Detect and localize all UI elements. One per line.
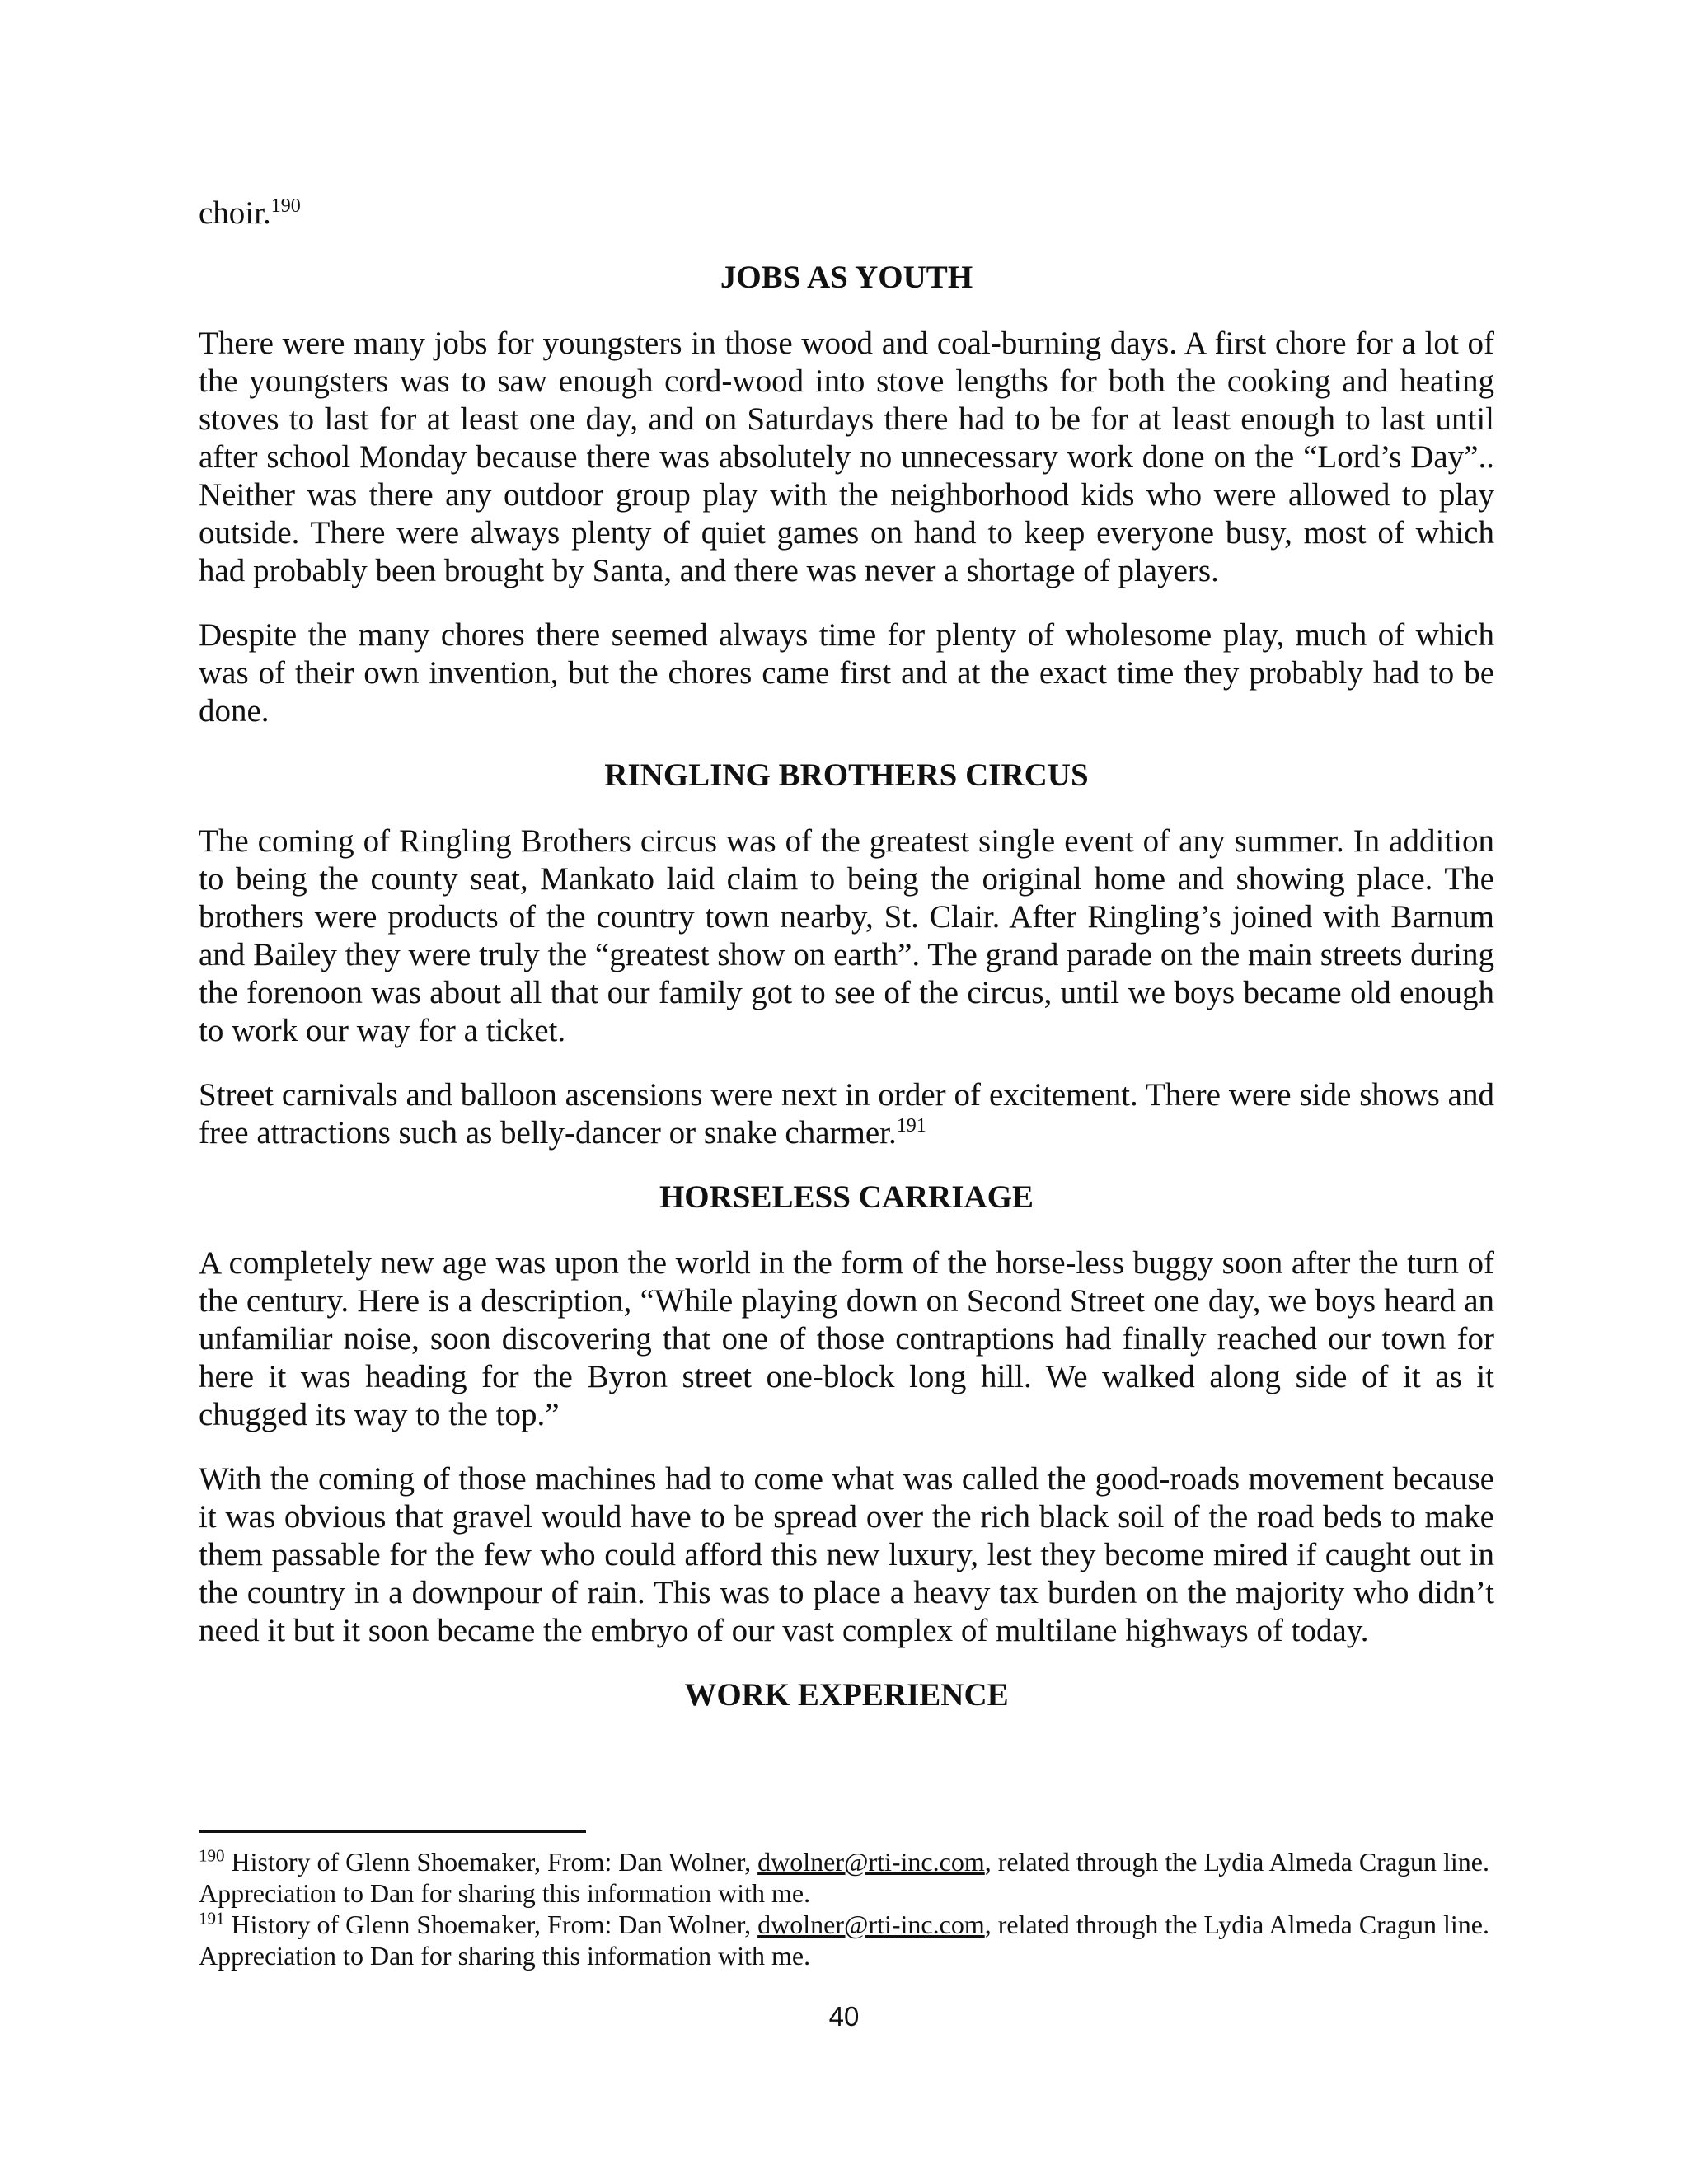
footnote-ref-191[interactable]: 191 [896, 1115, 926, 1137]
opening-text: choir. [199, 195, 271, 231]
main-text [199, 194, 1494, 1742]
paragraph-jobs-2: Despite the many chores there seemed always time for plenty of wholesome play, much of which was of their own invention, but the chores came first and at the exact time they probably had to be done. [199, 617, 1494, 729]
heading-ringling-brothers-circus: RINGLING BROTHERS CIRCUS [604, 757, 1089, 793]
footnote-190 [199, 1846, 1494, 1909]
footnote-number: 190 [199, 1845, 225, 1866]
footnote-191 [199, 1909, 1494, 1971]
footnote-email-link[interactable]: dwolner@rti-inc.com [757, 1910, 985, 1939]
paragraph-carriage-2: With the coming of those machines had to come what was called the good-roads movement because it was obvious that gravel would have to be spread over the rich black soil of the road beds to make them passable for the few who could afford this new luxury, lest they become mired if caught out in the country in a downpour of rain. This was to place a heavy tax burden on the majority who didn’t need it but it soon became the embryo of our vast complex of multilane highways of today. [199, 1461, 1494, 1648]
footnote-email-link[interactable]: dwolner@rti-inc.com [757, 1847, 985, 1877]
heading-horseless-carriage: HORSELESS CARRIAGE [659, 1179, 1034, 1215]
footnote-text: History of Glenn Shoemaker, From: Dan Wolner, [224, 1910, 758, 1939]
heading-jobs-as-youth: JOBS AS YOUTH [720, 260, 973, 295]
paragraph-carriage-1: A completely new age was upon the world in the form of the horse-less buggy soon after the turn of the century. Here is a description, “While playing down on Second Street one day, we boys heard an unfamiliar noise, soon discovering that one of those contraptions had finally reached our town for here it was heading for the Byron street one-block long hill. We walked along side of it as it chugged its way to the top.” [199, 1245, 1494, 1432]
footnote-text: , related through the Lydia Almeda Cragun line. Appreciation to Dan for sharing this information with me. [199, 1847, 1489, 1908]
footnote-ref-190[interactable]: 190 [270, 195, 301, 217]
opening-line [199, 194, 1494, 232]
footnote-divider [199, 1830, 586, 1833]
paragraph-circus-1: The coming of Ringling Brothers circus was of the greatest single event of any summer. In addition to being the county seat, Mankato laid claim to being the original home and showing place. The brothers were products of the country town nearby, St. Clair. After Ringling’s joined with Barnum and Bailey they were truly the “greatest show on earth”. The grand parade on the main streets during the forenoon was about all that our family got to see of the circus, until we boys became old enough to work our way for a ticket. [199, 823, 1494, 1048]
footnote-text: History of Glenn Shoemaker, From: Dan Wolner, [224, 1847, 758, 1877]
heading-work-experience: WORK EXPERIENCE [684, 1677, 1009, 1713]
paragraph-circus-2-text: Street carnivals and balloon ascensions were next in order of excitement. There were side shows and free attractions such as belly-dancer or snake charmer. [199, 1077, 1494, 1151]
page-number: 40 [828, 2001, 860, 2032]
paragraph-jobs-1: There were many jobs for youngsters in those wood and coal-burning days. A first chore for a lot of the youngsters was to saw enough cord-wood into stove lengths for both the cooking and heating stoves to last for at least one day, and on Saturdays there had to be for at least enough to last until after school Monday because there was absolutely no unnecessary work done on the “Lord’s Day”.. Neither was there any outdoor group play with the neighborhood kids who were allowed to play outside. There were always plenty of quiet games on hand to keep everyone busy, most of which had probably been brought by Santa, and there was never a shortage of players. [199, 326, 1494, 588]
footnote-text: , related through the Lydia Almeda Cragun line. Appreciation to Dan for sharing this information with me. [199, 1910, 1489, 1971]
footnote-number: 191 [199, 1908, 225, 1929]
paragraph-circus-2 [199, 1076, 1494, 1152]
footnotes [199, 1830, 1494, 1971]
